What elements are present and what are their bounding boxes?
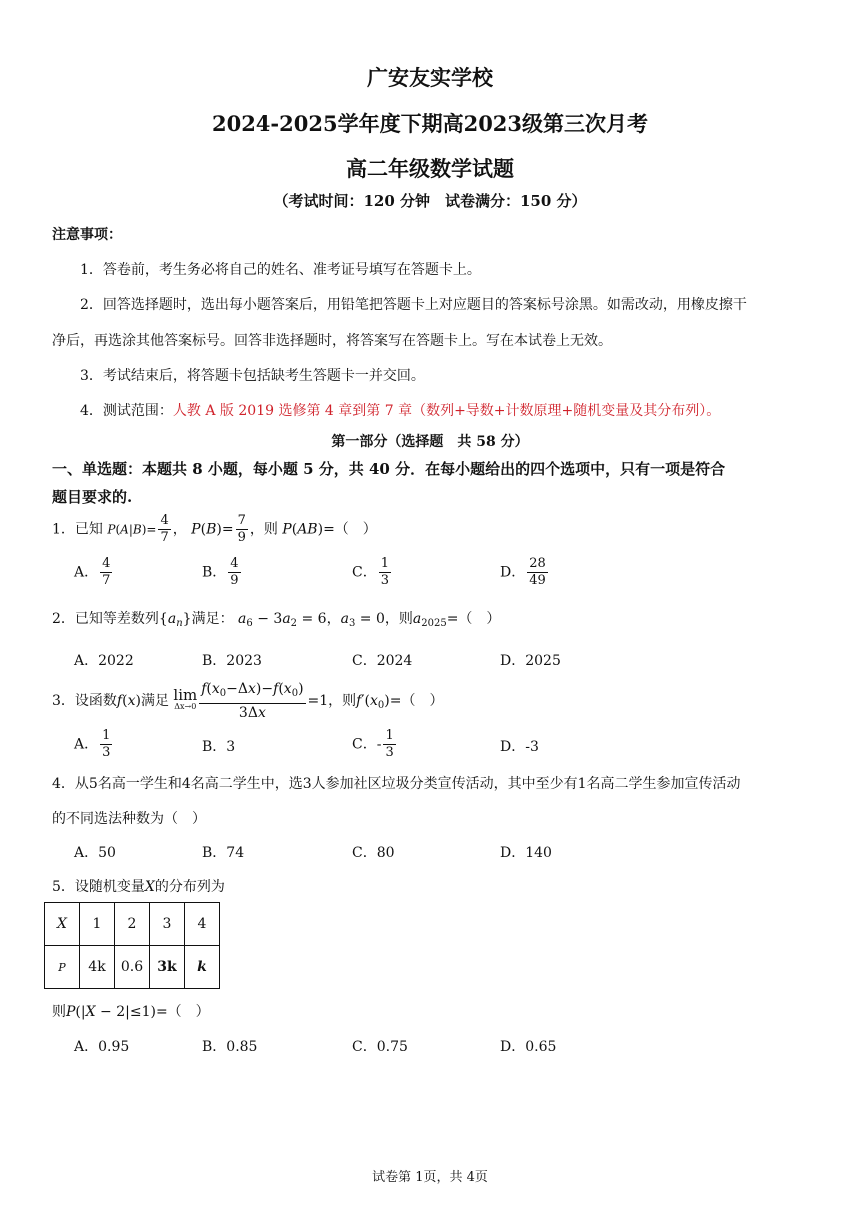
q4-option-c: C．80 [352, 845, 395, 861]
distribution-table [44, 902, 220, 989]
notice-item-3: 3．考试结束后，将答题卡包括缺考生答题卡一并交回。 [80, 368, 425, 384]
notice-scope-prefix: 4．测试范围： [80, 403, 173, 419]
table-row [45, 903, 220, 946]
q2-option-c: C．2024 [352, 653, 413, 669]
q2-option-b: B．2023 [202, 653, 262, 669]
exam-title: 2024-2025学年度下期高2023级第三次月考 [211, 111, 649, 136]
part1-title: 第一部分（选择题 共 58 分） [331, 434, 529, 450]
table-cell: 4k [80, 946, 115, 989]
q3-option-a: A． $\frac{1}{3}$ [74, 728, 111, 760]
question-5: 5．设随机变量X的分布列为 [52, 879, 225, 895]
q4-option-a: A．50 [74, 845, 116, 861]
table-cell: 2 [115, 903, 150, 946]
q3-option-d: D．-3 [500, 739, 539, 755]
table-cell: k [185, 946, 220, 989]
page-footer: 试卷第 1页，共 4页 [372, 1170, 488, 1185]
subject-title: 高二年级数学试题 [346, 156, 514, 181]
q5-option-a: A．0.95 [74, 1039, 130, 1055]
question-5-ask: 则P(|X − 2|≤1)=（ ） [52, 1004, 210, 1020]
notice-item-2-cont: 净后，再选涂其他答案标号。回答非选择题时，将答案写在答题卡上。写在本试卷上无效。 [52, 333, 612, 349]
notice-item-1: 1．答卷前，考生务必将自己的姓名、准考证号填写在答题卡上。 [80, 262, 481, 278]
notice-item-2: 2．回答选择题时，选出每小题答案后，用铅笔把答题卡上对应题目的答案标号涂黑。如需改动，用橡皮擦干 [80, 297, 747, 313]
table-cell: 1 [80, 903, 115, 946]
q1-option-b: B． $\frac{4}{9}$ [202, 556, 239, 588]
q3-option-b: B．3 [202, 739, 236, 755]
q4-option-d: D．140 [500, 845, 552, 861]
question-4-line2: 的不同选法种数为（ ） [52, 811, 206, 827]
question-1: 1．已知 P(A|B)= $\frac{4}{7}$ ， P(B)= $\frac{7}{9}$ ，则 P(AB)=（ ） [52, 513, 377, 545]
table-cell: 3 [150, 903, 185, 946]
q3-option-c: C．- $\frac{1}{3}$ [352, 728, 394, 760]
school-name: 广安友实学校 [367, 65, 493, 90]
notice-title: 注意事项： [52, 227, 122, 243]
table-cell: 4 [185, 903, 220, 946]
q1-option-c: C． $\frac{1}{3}$ [352, 556, 389, 588]
q4-option-b: B．74 [202, 845, 245, 861]
table-cell: P [45, 946, 80, 989]
table-cell: 3k [150, 946, 185, 989]
q1-option-d: D． $\frac{28}{49}$ [500, 556, 546, 588]
question-4-line1: 4．从5名高一学生和4名高二学生中，选3人参加社区垃圾分类宣传活动，其中至少有1名高二学生参加宣传活动 [52, 776, 741, 792]
q5-option-c: C．0.75 [352, 1039, 408, 1055]
q5-option-d: D．0.65 [500, 1039, 557, 1055]
q2-option-d: D．2025 [500, 653, 561, 669]
notice-scope-red: 人教 A 版 2019 选修第 4 章到第 7 章（数列+导数+计数原理+随机变量及其分布列）。 [172, 403, 721, 419]
question-3: 3．设函数f(x)满足 lim Δx→0 $\frac{f(x_0-\Delta x)-f(x_0)}{3\Delta x}$ =1，则$f'(x_0)=$（ ） [52, 681, 444, 721]
q1-option-a: A． $\frac{4}{7}$ [74, 556, 111, 588]
section-heading-1: 一、单选题：本题共 8 小题，每小题 5 分，共 40 分．在每小题给出的四个选项中，只有一项是符合 [52, 460, 726, 478]
table-cell: X [45, 903, 80, 946]
exam-info: （考试时间：120 分钟 试卷满分：150 分） [273, 192, 587, 210]
question-2: 2．已知等差数列$\{a_n\}$满足： $a_6 - 3a_2 = 6$，$a_3 = 0$，则$a_{2025}=$（ ） [52, 611, 501, 629]
q2-option-a: A．2022 [74, 653, 134, 669]
table-row [45, 946, 220, 989]
table-cell: 0.6 [115, 946, 150, 989]
notice-item-4 [80, 400, 720, 420]
q5-option-b: B．0.85 [202, 1039, 258, 1055]
section-heading-2: 题目要求的. [52, 488, 133, 506]
